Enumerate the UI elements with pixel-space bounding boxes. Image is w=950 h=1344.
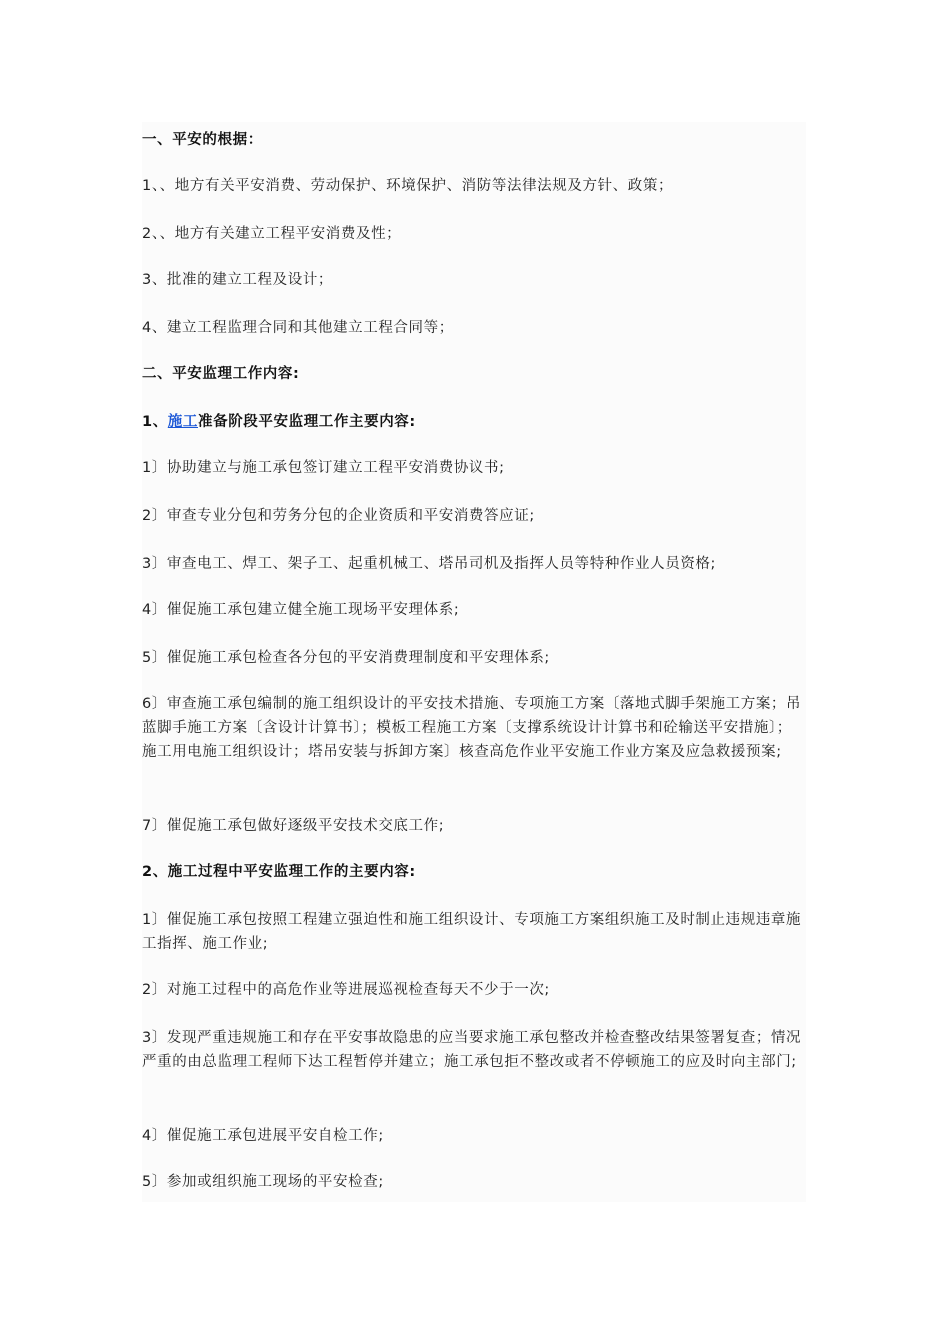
process-item-3: 3〕发现严重违规施工和存在平安事故隐患的应当要求施工承包整改并检查整改结果签署复查；情况严重的由总监理工程师下达工程暂停并建立；施工承包拒不整改或者不停顿施工的应及时向主部门;	[142, 1030, 802, 1070]
heading-suffix: 准备阶段平安监理工作主要内容:	[198, 414, 416, 430]
basis-item-3: 3、批准的建立工程及设计；	[142, 272, 334, 288]
heading-prefix: 1、	[142, 414, 168, 430]
basis-item-1: 1、、地方有关平安消费、劳动保护、环境保护、消防等法律法规及方针、政策；	[142, 178, 674, 194]
heading-supervision-content: 二、平安监理工作内容:	[142, 366, 300, 382]
basis-item-2: 2、、地方有关建立工程平安消费及性；	[142, 226, 402, 242]
prep-item-5: 5〕催促施工承包检查各分包的平安消费理制度和平安理体系;	[142, 650, 550, 666]
prep-item-2: 2〕审查专业分包和劳务分包的企业资质和平安消费答应证;	[142, 508, 535, 524]
construction-link[interactable]: 施工	[167, 414, 198, 430]
process-item-4: 4〕催促施工承包进展平安自检工作;	[142, 1128, 384, 1144]
heading-basis: 一、平安的根据：	[142, 132, 263, 148]
prep-item-1: 1〕协助建立与施工承包签订建立工程平安消费协议书;	[142, 460, 505, 476]
heading-construction-process: 2、施工过程中平安监理工作的主要内容:	[142, 864, 416, 880]
prep-item-4: 4〕催促施工承包建立健全施工现场平安理体系;	[142, 602, 460, 618]
process-item-2: 2〕对施工过程中的高危作业等进展巡视检查每天不少于一次;	[142, 982, 550, 998]
process-item-5: 5〕参加或组织施工现场的平安检查;	[142, 1174, 384, 1190]
prep-item-6: 6〕审查施工承包编制的施工组织设计的平安技术措施、专项施工方案〔落地式脚手架施工方案；吊蓝脚手施工方案〔含设计计算书〕；模板工程施工方案〔支撑系统设计计算书和砼输送平安措施〕；施工用电施工组织设计；塔吊安装与拆卸方案〕核查高危作业平安施工作业方案及应急救援预案;	[142, 696, 802, 760]
basis-item-4: 4、建立工程监理合同和其他建立工程合同等；	[142, 320, 454, 336]
prep-item-7: 7〕催促施工承包做好逐级平安技术交底工作;	[142, 818, 445, 834]
process-item-1: 1〕催促施工承包按照工程建立强迫性和施工组织设计、专项施工方案组织施工及时制止违规违章施工指挥、施工作业;	[142, 912, 802, 952]
prep-item-3: 3〕审查电工、焊工、架子工、起重机械工、塔吊司机及指挥人员等特种作业人员资格;	[142, 556, 717, 572]
heading-preparation-stage	[142, 410, 806, 434]
document-body	[142, 122, 806, 1202]
